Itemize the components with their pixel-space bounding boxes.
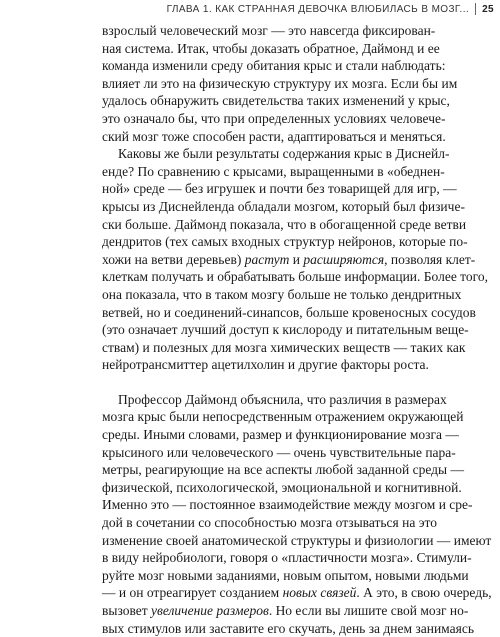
text-line: нейротрансмиттер ацетилхолин и другие факторы роста.: [102, 357, 429, 373]
text-line: влияет ли это на физическую структуру их мозга. Если бы им: [102, 75, 458, 91]
text-line: енде? По сравнению с крысами, выращенными в «обеднен-: [102, 163, 445, 179]
text-line: физической, психологической, эмоциональной и когнитивной.: [102, 479, 462, 495]
text-line: команда изменили среду обитания крыс и стали наблюдать:: [102, 58, 446, 74]
text-line: дендритов (тех самых входных структур нейронов, которые по-: [102, 234, 468, 250]
text-line: в виду нейробиологи, говоря о «пластичности мозга». Стимули-: [102, 550, 472, 566]
text-span: вызовет: [102, 603, 152, 618]
text-line: крысиного или человеческого — очень чувствительные пара-: [102, 444, 456, 460]
text-span: хожи на ветви деревьев): [102, 251, 245, 267]
text-line: она показала, что в таком мозгу больше не только дендритных: [102, 286, 462, 302]
text-line: руйте мозг новыми заданиями, новым опытом, новыми людьми: [102, 567, 469, 583]
header-divider: [475, 3, 476, 15]
text-line: крысы из Диснейленда обладали мозгом, который был физиче-: [102, 198, 465, 214]
text-line: среды. Иными словами, размер и функционирование мозга —: [102, 427, 459, 443]
emphasis-text: новых связей: [282, 585, 357, 601]
running-head: [167, 3, 494, 15]
text-line: ной» среде — без игрушек и почти без товарищей для игр, —: [102, 181, 457, 197]
text-line: ский мозг тоже способен расти, адаптироваться и меняться.: [102, 128, 446, 144]
text-line: Профессор Даймонд объяснила, что различия в размерах: [118, 391, 447, 407]
text-line: (это означает лучший доступ к кислороду и питательным веще-: [102, 322, 469, 338]
chapter-title: ГЛАВА 1. КАК СТРАННАЯ ДЕВОЧКА ВЛЮБИЛАСЬ В МОЗГ...: [166, 3, 470, 15]
text-line: Именно это — постоянное взаимодействие между мозгом и сре-: [102, 497, 473, 513]
text-line: изменение своей анатомической структуры и физиологии — имеют: [102, 532, 492, 548]
text-line: ветвей, но и соединений-синапсов, больше кровеносных сосудов: [102, 304, 476, 320]
text-span: , позволяя клет-: [384, 251, 476, 267]
paragraph-1: [102, 22, 458, 145]
text-line-with-emphasis: [102, 584, 492, 602]
text-line: ствам) и полезных для мозга химических веществ — таких как: [102, 339, 466, 355]
text-line: метры, реагирующие на все аспекты любой заданной среды —: [102, 462, 464, 478]
page-body: [102, 22, 492, 637]
text-line: удалось обнаружить свидетельства таких изменений у крыс,: [102, 93, 450, 109]
emphasis-text: расширяются: [303, 251, 385, 267]
text-line-with-emphasis: [102, 251, 476, 269]
text-line: клеткам получать и обрабатывать больше информации. Более того,: [102, 269, 488, 285]
paragraph-2: [102, 145, 488, 374]
text-line: дой в сочетании со способностью мозга отзываться на это: [102, 515, 437, 531]
paragraph-3: [102, 391, 492, 637]
text-line: это означало бы, что при определенных условиях человече-: [102, 110, 446, 126]
text-span: и: [289, 251, 304, 267]
text-span: . Но если вы лишите свой мозг но-: [268, 603, 469, 618]
text-span: . А это, в свою очередь,: [356, 585, 492, 601]
text-line: ски больше. Даймонд показала, что в обогащенной среде ветви: [102, 216, 467, 232]
text-line: мозга крыс были непосредственным отражением окружающей: [102, 409, 464, 425]
text-line: ная система. Итак, чтобы доказать обратное, Даймонд и ее: [102, 40, 440, 56]
paragraph-gap: [102, 374, 400, 391]
text-line: вых стимулов или заставите его скучать, день за днем занимаясь: [102, 620, 474, 636]
text-line: Каковы же были результаты содержания крыс в Диснейл-: [118, 146, 450, 162]
page-number: 25: [482, 3, 494, 15]
text-line: взрослый человеческий мозг — это навсегда фиксирован-: [102, 23, 436, 38]
text-line-with-emphasis: [102, 602, 469, 620]
text-span: — и он отреагирует созданием: [102, 585, 283, 601]
emphasis-text: увеличение размеров: [151, 603, 269, 618]
emphasis-text: растут: [244, 251, 290, 267]
